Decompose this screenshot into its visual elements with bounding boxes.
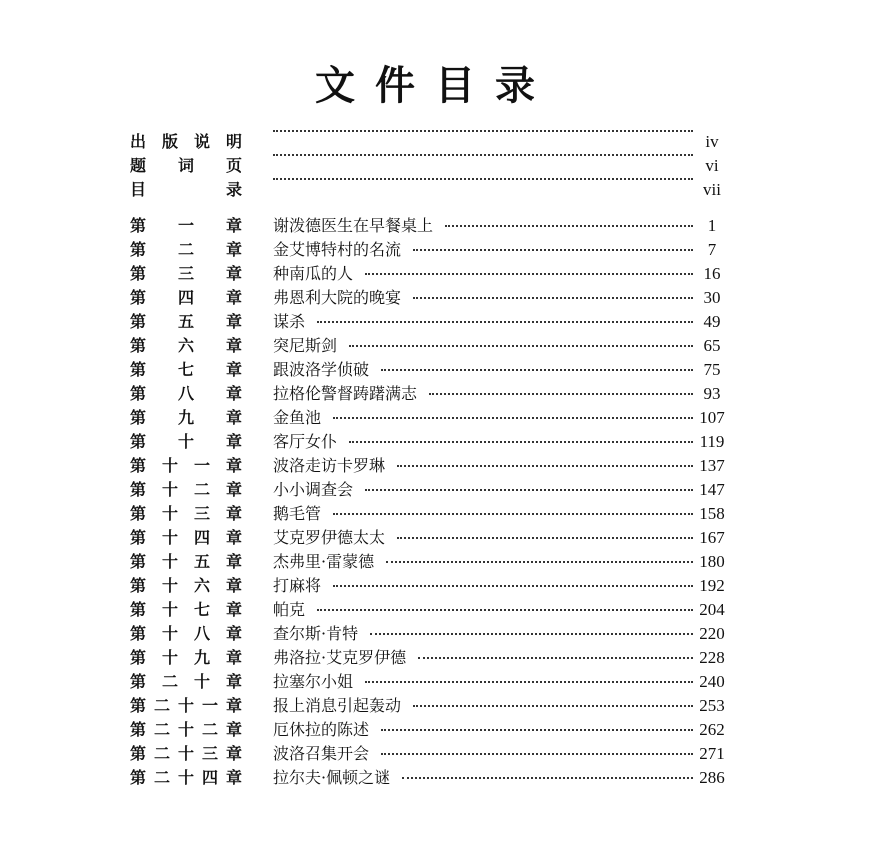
entry-label [130,502,242,526]
chapter-title: 波洛走访卡罗琳 [273,456,386,475]
entry-label [130,178,242,202]
entry-label-char: 章 [225,504,242,523]
entry-label-char: 十 [161,480,178,499]
toc-row[interactable] [130,238,750,262]
dot-leader [413,297,693,299]
toc-row[interactable] [130,742,750,766]
dot-leader [273,154,693,156]
chapter-title: 拉格伦警督踌躇满志 [273,384,418,403]
page-number: vii [703,180,721,199]
page-number: 253 [699,696,725,715]
entry-label-char: 八 [193,624,210,643]
entry-body [273,598,693,622]
dot-leader [349,345,693,347]
page-number: vi [705,156,719,175]
entry-body [273,214,693,238]
section-gap [130,202,750,214]
entry-label-char: 七 [193,600,210,619]
entry-label-char: 章 [225,480,242,499]
chapter-title: 拉尔夫·佩顿之谜 [273,768,391,787]
dot-leader [365,489,693,491]
entry-label-char: 第 [130,600,147,619]
entry-label-char: 第 [130,504,147,523]
dot-leader [397,537,693,539]
entry-label-char: 四 [193,528,210,547]
entry-label-char: 第 [130,240,147,259]
entry-label-char: 第 [130,576,147,595]
chapter-title: 谢泼德医生在早餐桌上 [273,216,434,235]
page-number: 228 [699,648,725,667]
toc-row[interactable] [130,382,750,406]
entry-body [273,526,693,550]
entry-label-char: 章 [225,384,242,403]
dot-leader [381,369,693,371]
entry-label-char: 第 [130,744,147,763]
entry-body [273,154,693,156]
entry-label-char: 明 [225,132,242,151]
chapter-title: 查尔斯·肯特 [273,624,359,643]
entry-body [273,718,693,742]
entry-label [130,766,242,790]
entry-body [273,478,693,502]
entry-label-char: 三 [193,504,210,523]
toc-row[interactable] [130,286,750,310]
chapter-title: 弗恩利大院的晚宴 [273,288,402,307]
dot-leader [386,561,693,563]
toc-row[interactable] [130,154,750,178]
entry-label-char: 页 [225,156,242,175]
entry-label-char: 出 [130,132,147,151]
entry-label-char: 六 [177,336,194,355]
entry-label [130,526,242,550]
toc-row[interactable] [130,454,750,478]
entry-label [130,430,242,454]
entry-label-char: 第 [130,216,147,235]
entry-label [130,214,242,238]
page-number: 1 [707,216,717,235]
entry-label-char: 章 [225,264,242,283]
dot-leader [333,417,693,419]
entry-label [130,574,242,598]
toc-row[interactable] [130,130,750,154]
page-number: 204 [699,600,725,619]
entry-label-char: 章 [225,768,242,787]
page-number: 240 [699,672,725,691]
entry-label-char: 章 [225,408,242,427]
chapter-title: 谋杀 [273,312,306,331]
entry-label-char: 章 [225,576,242,595]
chapter-title: 跟波洛学侦破 [273,360,370,379]
entry-label [130,130,242,154]
page-number: 271 [699,744,725,763]
toc-row[interactable] [130,646,750,670]
entry-label-char: 章 [225,360,242,379]
entry-label-char: 说 [193,132,210,151]
entry-label [130,406,242,430]
entry-label-char: 第 [130,552,147,571]
entry-label-char: 十 [161,528,178,547]
entry-label-char: 章 [225,456,242,475]
entry-label [130,622,242,646]
entry-label-char: 第 [130,672,147,691]
entry-label-char: 章 [225,528,242,547]
entry-label-char: 第 [130,624,147,643]
entry-label-char: 第 [130,696,147,715]
page-number: 147 [699,480,725,499]
entry-label [130,550,242,574]
dot-leader [317,321,693,323]
entry-label [130,718,242,742]
entry-label-char: 第 [130,432,147,451]
page-number: 286 [699,768,725,787]
toc-row[interactable] [130,550,750,574]
entry-label-char: 二 [177,240,194,259]
toc-row[interactable] [130,214,750,238]
entry-body [273,358,693,382]
entry-body [273,310,693,334]
page-number: 137 [699,456,725,475]
chapter-title: 帕克 [273,600,306,619]
entry-body [273,766,693,790]
chapter-title: 弗洛拉·艾克罗伊德 [273,648,407,667]
entry-label-char: 十 [161,648,178,667]
entry-label [130,334,242,358]
entry-body [273,238,693,262]
toc-row[interactable] [130,478,750,502]
chapter-title: 报上消息引起轰动 [273,696,402,715]
entry-label-char: 二 [153,744,170,763]
dot-leader [365,681,693,683]
toc-row[interactable] [130,406,750,430]
entry-label [130,262,242,286]
entry-label-char: 七 [177,360,194,379]
entry-label-char: 第 [130,648,147,667]
entry-label-char: 章 [225,216,242,235]
entry-label-char: 二 [201,720,218,739]
entry-label-char: 二 [161,672,178,691]
entry-label-char: 三 [177,264,194,283]
page-number: 220 [699,624,725,643]
entry-label-char: 九 [177,408,194,427]
entry-label-char: 章 [225,744,242,763]
entry-body [273,742,693,766]
chapter-title: 厄休拉的陈述 [273,720,370,739]
entry-label-char: 第 [130,720,147,739]
dot-leader [429,393,693,395]
toc-row[interactable] [130,502,750,526]
entry-body [273,670,693,694]
toc-row[interactable] [130,334,750,358]
entry-label-char: 十 [161,576,178,595]
entry-body [273,574,693,598]
chapter-title: 突尼斯剑 [273,336,338,355]
toc-row[interactable] [130,574,750,598]
entry-label-char: 第 [130,528,147,547]
entry-label-char: 十 [177,720,194,739]
page-number: 180 [699,552,725,571]
entry-label [130,646,242,670]
entry-label-char: 第 [130,360,147,379]
entry-label-char: 章 [225,552,242,571]
page-number: 158 [699,504,725,523]
toc-row[interactable] [130,358,750,382]
page-number: 119 [699,432,725,451]
entry-label-char: 十 [177,696,194,715]
entry-label-char: 五 [193,552,210,571]
entry-label-char: 第 [130,336,147,355]
entry-label-char: 章 [225,696,242,715]
entry-label-char: 十 [161,600,178,619]
entry-label [130,670,242,694]
toc-row[interactable] [130,598,750,622]
entry-label-char: 章 [225,648,242,667]
entry-label-char: 一 [193,456,210,475]
dot-leader [370,633,693,635]
page-number: 167 [699,528,725,547]
entry-label-char: 四 [177,288,194,307]
entry-label-char: 章 [225,240,242,259]
page-number: 93 [703,384,721,403]
entry-label-char: 录 [225,180,242,199]
table-of-contents [130,130,750,790]
dot-leader [273,130,693,132]
dot-leader [445,225,693,227]
entry-body [273,286,693,310]
dot-leader [381,753,693,755]
entry-body [273,334,693,358]
entry-body [273,622,693,646]
entry-body [273,694,693,718]
entry-label-char: 九 [193,648,210,667]
entry-label-char: 一 [201,696,218,715]
entry-label-char: 十 [193,672,210,691]
page-number: 7 [707,240,717,259]
entry-label-char: 章 [225,720,242,739]
entry-label-char: 十 [177,744,194,763]
entry-label-char: 六 [193,576,210,595]
entry-label [130,478,242,502]
chapter-title: 金鱼池 [273,408,322,427]
entry-label-char: 章 [225,600,242,619]
entry-label [130,742,242,766]
chapter-list [130,214,750,790]
chapter-title: 客厅女仆 [273,432,338,451]
chapter-title: 打麻将 [273,576,322,595]
dot-leader [413,705,693,707]
entry-label-char: 第 [130,312,147,331]
chapter-title: 种南瓜的人 [273,264,354,283]
entry-label-char: 第 [130,408,147,427]
chapter-title: 波洛召集开会 [273,744,370,763]
dot-leader [402,777,693,779]
toc-row[interactable] [130,694,750,718]
toc-row[interactable] [130,766,750,790]
entry-body [273,406,693,430]
page-number: 30 [703,288,721,307]
entry-label [130,154,242,178]
dot-leader [273,178,693,180]
page-number: 49 [703,312,721,331]
dot-leader [333,585,693,587]
entry-label-char: 三 [201,744,218,763]
entry-label-char: 第 [130,288,147,307]
entry-label-char: 章 [225,288,242,307]
chapter-title: 小小调查会 [273,480,354,499]
page-number: iv [705,132,719,151]
entry-label [130,358,242,382]
front-matter-list [130,130,750,202]
entry-label-char: 第 [130,384,147,403]
dot-leader [381,729,693,731]
dot-leader [349,441,693,443]
entry-body [273,178,693,180]
chapter-title: 杰弗里·雷蒙德 [273,552,375,571]
entry-label [130,310,242,334]
entry-label-char: 版 [161,132,178,151]
entry-body [273,382,693,406]
entry-label-char: 二 [193,480,210,499]
dot-leader [413,249,693,251]
entry-label-char: 一 [177,216,194,235]
page-number: 75 [703,360,721,379]
entry-body [273,550,693,574]
page-number: 107 [699,408,725,427]
entry-label-char: 四 [201,768,218,787]
entry-label-char: 词 [177,156,194,175]
entry-label-char: 题 [130,156,147,175]
entry-label-char: 目 [130,180,147,199]
entry-body [273,430,693,454]
toc-row[interactable] [130,430,750,454]
entry-label [130,694,242,718]
entry-label-char: 十 [161,504,178,523]
entry-label-char: 二 [153,696,170,715]
dot-leader [418,657,693,659]
entry-label-char: 十 [177,768,194,787]
entry-label-char: 章 [225,432,242,451]
page-number: 192 [699,576,725,595]
chapter-title: 艾克罗伊德太太 [273,528,386,547]
entry-body [273,502,693,526]
toc-row[interactable] [130,262,750,286]
entry-label-char: 二 [153,768,170,787]
entry-label-char: 第 [130,768,147,787]
entry-body [273,130,693,132]
entry-label-char: 第 [130,456,147,475]
entry-label [130,598,242,622]
dot-leader [397,465,693,467]
entry-label-char: 十 [177,432,194,451]
entry-label-char: 章 [225,672,242,691]
entry-label [130,382,242,406]
entry-label-char: 十 [161,456,178,475]
entry-label-char: 章 [225,624,242,643]
entry-label-char: 第 [130,264,147,283]
entry-body [273,454,693,478]
toc-row[interactable] [130,718,750,742]
toc-row[interactable] [130,622,750,646]
entry-label-char: 第 [130,480,147,499]
entry-body [273,646,693,670]
entry-body [273,262,693,286]
page-number: 16 [703,264,721,283]
dot-leader [317,609,693,611]
toc-row[interactable] [130,526,750,550]
toc-row[interactable] [130,670,750,694]
dot-leader [333,513,693,515]
chapter-title: 拉塞尔小姐 [273,672,354,691]
entry-label [130,454,242,478]
entry-label [130,238,242,262]
entry-label-char: 二 [153,720,170,739]
page-title: 文件目录 [315,62,555,109]
page-number: 65 [703,336,721,355]
toc-row[interactable] [130,178,750,202]
entry-label-char: 章 [225,312,242,331]
entry-label-char: 十 [161,624,178,643]
chapter-title: 金艾博特村的名流 [273,240,402,259]
toc-row[interactable] [130,310,750,334]
entry-label-char: 五 [177,312,194,331]
entry-label [130,286,242,310]
chapter-title: 鹅毛管 [273,504,322,523]
entry-label-char: 十 [161,552,178,571]
entry-label-char: 八 [177,384,194,403]
entry-label-char: 章 [225,336,242,355]
page-number: 262 [699,720,725,739]
dot-leader [365,273,693,275]
